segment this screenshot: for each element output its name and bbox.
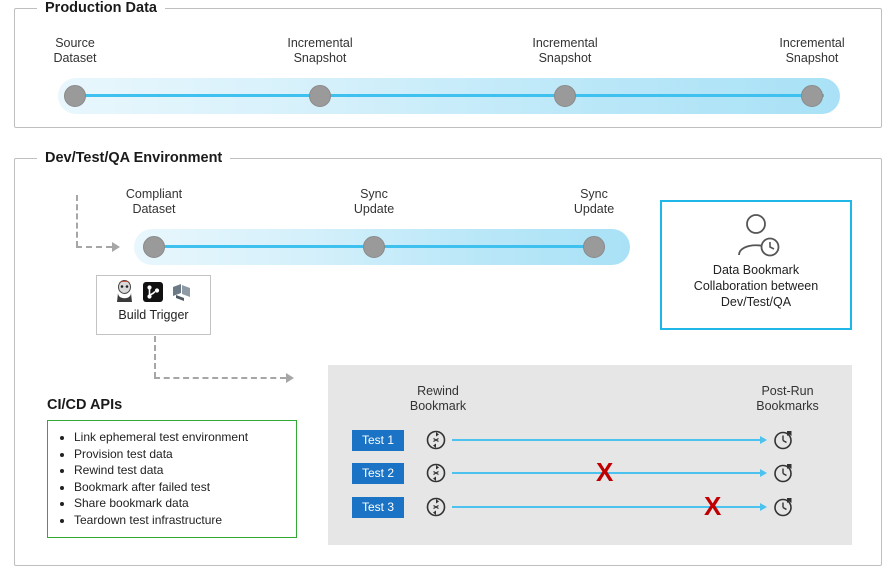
- test-flow-arrow-1: [760, 436, 767, 444]
- post-run-bookmark-icon-3: [772, 496, 794, 518]
- production-node-3: [801, 85, 823, 107]
- prod-to-dev-connector-horizontal: [76, 246, 112, 248]
- post-run-bookmark-icon-1: [772, 429, 794, 451]
- rewind-bookmark-icon-3: [425, 496, 447, 518]
- cicd-apis-list: [58, 429, 290, 528]
- list-item: • Teardown test infrastructure: [74, 512, 290, 529]
- list-item: • Share bookmark data: [74, 495, 290, 512]
- user-clock-icon: [732, 212, 784, 260]
- build-to-tests-arrowhead: [286, 373, 294, 383]
- dev-node-label-1: Sync Update: [353, 187, 395, 216]
- production-node-label-3: Incremental Snapshot: [779, 36, 845, 65]
- production-node-label-2: Incremental Snapshot: [532, 36, 598, 65]
- production-node-label-1: Incremental Snapshot: [287, 36, 353, 65]
- data-bookmark-collaboration-box: [660, 200, 852, 330]
- prod-to-dev-arrowhead: [112, 242, 120, 252]
- cicd-apis-box: [47, 420, 297, 538]
- test-row-label-3: Test 3: [352, 497, 404, 518]
- list-item: • Provision test data: [74, 446, 290, 463]
- cicd-apis-title: CI/CD APIs: [47, 397, 123, 413]
- collab-line-2: Collaboration between: [693, 279, 819, 293]
- git-icon: [142, 281, 164, 303]
- test-failure-marker-2: X: [596, 457, 614, 487]
- production-node-0: [64, 85, 86, 107]
- dev-node-1: [363, 236, 385, 258]
- build-trigger-label: Build Trigger: [118, 308, 189, 322]
- rewind-bookmark-header: Rewind Bookmark: [409, 384, 467, 413]
- aws-codepipeline-icon: [171, 281, 193, 303]
- production-node-1: [309, 85, 331, 107]
- list-item: • Link ephemeral test environment: [74, 429, 290, 446]
- collab-line-3: Dev/Test/QA: [720, 295, 792, 309]
- jenkins-icon: [114, 280, 135, 304]
- collab-line-1: Data Bookmark: [712, 263, 800, 277]
- list-item: • Bookmark after failed test: [74, 479, 290, 496]
- build-trigger-box[interactable]: [96, 275, 211, 335]
- dev-node-0: [143, 236, 165, 258]
- dev-node-label-2: Sync Update: [573, 187, 615, 216]
- production-timeline-line: [76, 94, 824, 97]
- test-row-label-2: Test 2: [352, 463, 404, 484]
- dev-node-label-0: Compliant Dataset: [125, 187, 183, 216]
- rewind-bookmark-icon-2: [425, 462, 447, 484]
- build-to-tests-connector-vertical: [154, 336, 156, 378]
- build-trigger-icons: [97, 276, 210, 308]
- test-flow-line-1: [452, 439, 762, 441]
- test-row-label-1: Test 1: [352, 430, 404, 451]
- production-node-label-0: Source Dataset: [53, 36, 97, 65]
- test-flow-arrow-2: [760, 469, 767, 477]
- build-to-tests-connector-horizontal: [154, 377, 286, 379]
- post-run-bookmarks-header: Post-Run Bookmarks: [756, 384, 819, 413]
- test-failure-marker-3: X: [704, 491, 722, 521]
- dev-test-qa-title: Dev/Test/QA Environment: [37, 150, 230, 166]
- list-item: • Rewind test data: [74, 462, 290, 479]
- test-flow-arrow-3: [760, 503, 767, 511]
- rewind-bookmark-icon-1: [425, 429, 447, 451]
- dev-node-2: [583, 236, 605, 258]
- post-run-bookmark-icon-2: [772, 462, 794, 484]
- prod-to-dev-connector-vertical: [76, 195, 78, 247]
- production-data-title: Production Data: [37, 0, 165, 16]
- production-node-2: [554, 85, 576, 107]
